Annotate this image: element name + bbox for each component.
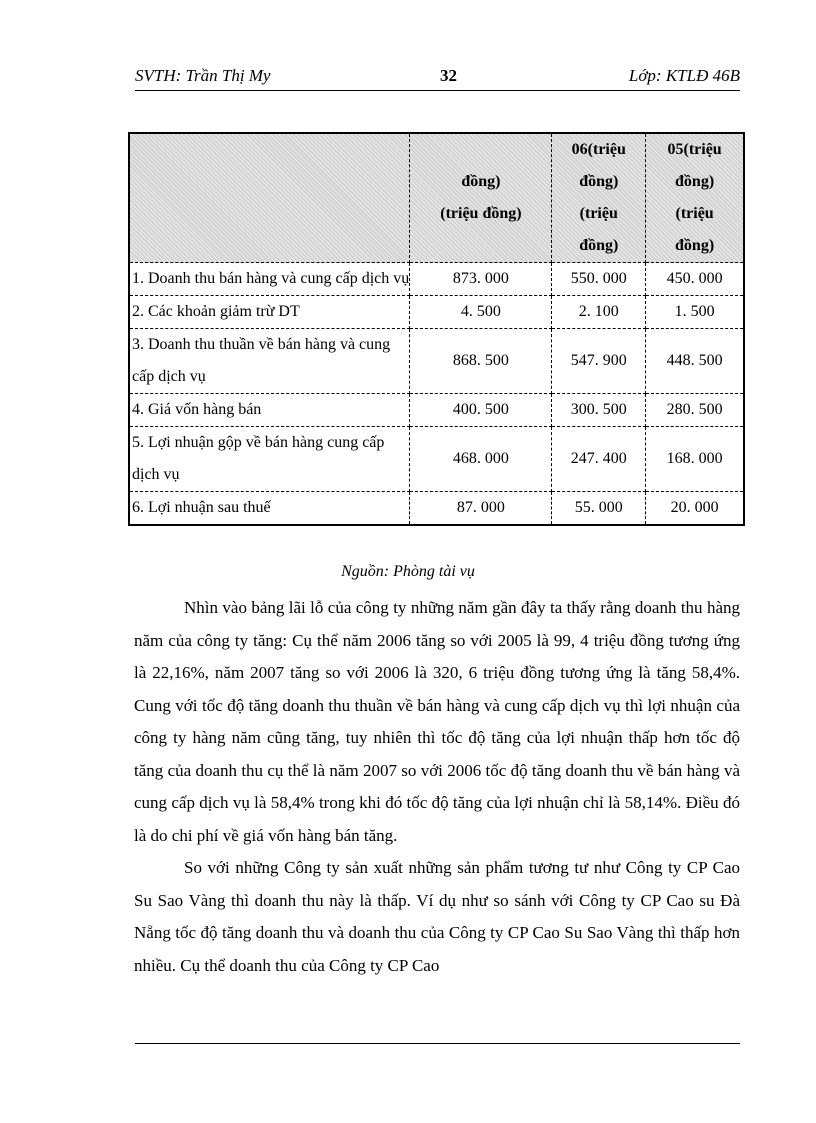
cell-2007: 468. 000: [410, 427, 552, 492]
row-label: 3. Doanh thu thuần về bán hàng và cung cấp dịch vụ: [129, 329, 410, 394]
cell-2007: 87. 000: [410, 492, 552, 526]
cell-2005: 280. 500: [646, 394, 744, 427]
page-header: [135, 64, 740, 91]
header-blank-cell: [129, 133, 410, 263]
row-label: 4. Giá vốn hàng bán: [129, 394, 410, 427]
table-row: [129, 329, 744, 394]
cell-2006: 300. 500: [552, 394, 646, 427]
paragraph: Nhìn vào bảng lãi lỗ của công ty những năm gần đây ta thấy rằng doanh thu hàng năm của công ty tăng: Cụ thể năm 2006 tăng so với 2005 là 99, 4 triệu đồng tương ứng là 22,16%, năm 2007 tăng so với 2006 là 320, 6 triệu đồng tương ứng là tăng 58,4%. Cung với tốc độ tăng doanh thu thuần về bán hàng và cung cấp dịch vụ thì lợi nhuận của công ty hàng năm cũng tăng, tuy nhiên thì tốc độ tăng của lợi nhuận thấp hơn tốc độ tăng của doanh thu cụ thể là năm 2007 so với 2006 tốc độ tăng doanh thu về bán hàng và cung cấp dịch vụ là 58,4% trong khi đó tốc độ tăng của lợi nhuận chỉ là 58,14%. Điều đó là do chi phí về giá vốn hàng bán tăng.: [134, 598, 740, 845]
author-label: SVTH: Trần Thị My: [135, 66, 271, 85]
cell-2005: 20. 000: [646, 492, 744, 526]
table-source-caption: Nguồn: Phòng tài vụ: [341, 563, 475, 580]
row-label: 5. Lợi nhuận gộp về bán hàng cung cấp dịch vụ: [129, 427, 410, 492]
cell-2006: 55. 000: [552, 492, 646, 526]
table-row: [129, 427, 744, 492]
table-row: [129, 296, 744, 329]
column-header-2005: 05(triệu đồng) (triệu đồng): [646, 133, 744, 263]
cell-2007: 4. 500: [410, 296, 552, 329]
financial-table: [128, 132, 745, 526]
cell-2007: 400. 500: [410, 394, 552, 427]
table-header-row: [129, 133, 744, 263]
cell-2005: 168. 000: [646, 427, 744, 492]
table-row: [129, 394, 744, 427]
table-row: [129, 263, 744, 296]
cell-2005: 450. 000: [646, 263, 744, 296]
cell-2006: 547. 900: [552, 329, 646, 394]
cell-2006: 247. 400: [552, 427, 646, 492]
cell-2006: 550. 000: [552, 263, 646, 296]
cell-2006: 2. 100: [552, 296, 646, 329]
column-header-2006: 06(triệu đồng) (triệu đồng): [552, 133, 646, 263]
cell-2007: 873. 000: [410, 263, 552, 296]
footer-divider: [135, 1043, 740, 1044]
row-label: 6. Lợi nhuận sau thuế: [129, 492, 410, 526]
page-number: 32: [440, 66, 457, 85]
class-label: Lớp: KTLĐ 46B: [628, 66, 740, 85]
row-label: 2. Các khoản giảm trừ DT: [129, 296, 410, 329]
column-header-2007: đồng) (triệu đồng): [410, 133, 552, 263]
cell-2005: 448. 500: [646, 329, 744, 394]
row-label: 1. Doanh thu bán hàng và cung cấp dịch vụ: [129, 263, 410, 296]
body-text: [134, 592, 740, 982]
paragraph: So với những Công ty sản xuất những sản phẩm tương tư như Công ty CP Cao Su Sao Vàng thì doanh thu này là thấp. Ví dụ như so sánh với Công ty CP Cao su Đà Nẵng tốc độ tăng doanh thu và doanh thu của Công ty CP Cao Su Sao Vàng thì thấp hơn nhiều. Cụ thể doanh thu của Công ty CP Cao: [134, 858, 740, 975]
cell-2005: 1. 500: [646, 296, 744, 329]
table-row: [129, 492, 744, 526]
cell-2007: 868. 500: [410, 329, 552, 394]
